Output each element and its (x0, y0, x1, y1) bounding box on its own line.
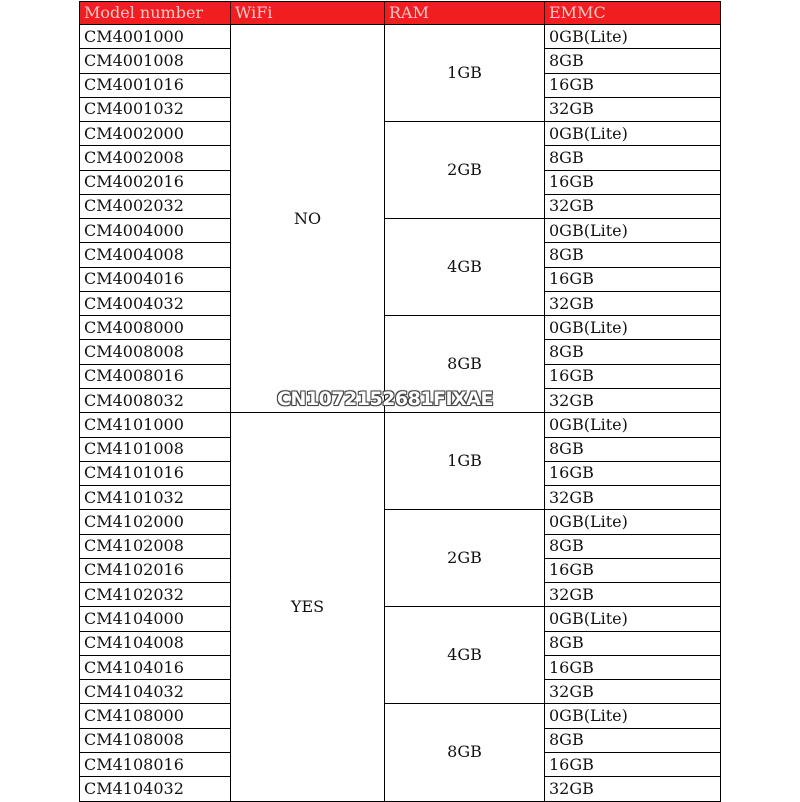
emmc-cell: 0GB(Lite) (545, 510, 721, 534)
table-row (80, 316, 721, 340)
ram-cell: 8GB (385, 704, 545, 801)
emmc-cell: 16GB (545, 170, 721, 194)
table-row (80, 510, 721, 534)
model-number-cell: CM4002016 (80, 170, 231, 194)
emmc-cell: 32GB (545, 583, 721, 607)
emmc-cell: 8GB (545, 49, 721, 73)
model-number-cell: CM4002000 (80, 122, 231, 146)
emmc-cell: 0GB(Lite) (545, 413, 721, 437)
model-number-cell: CM4104008 (80, 631, 231, 655)
emmc-cell: 0GB(Lite) (545, 316, 721, 340)
model-number-cell: CM4108000 (80, 704, 231, 728)
emmc-cell: 16GB (545, 655, 721, 679)
model-number-cell: CM4008008 (80, 340, 231, 364)
emmc-cell: 32GB (545, 486, 721, 510)
emmc-cell: 32GB (545, 291, 721, 315)
model-number-cell: CM4101000 (80, 413, 231, 437)
model-number-cell: CM4104000 (80, 607, 231, 631)
model-number-cell: CM4001032 (80, 97, 231, 121)
header-model-number: Model number (80, 2, 231, 25)
watermark-text: CN1072152681FIXAE (277, 388, 493, 410)
emmc-cell: 8GB (545, 728, 721, 752)
model-number-cell: CM4104016 (80, 655, 231, 679)
model-number-cell: CM4002032 (80, 194, 231, 218)
emmc-cell: 32GB (545, 388, 721, 412)
ram-cell: 8GB (385, 316, 545, 413)
emmc-cell: 16GB (545, 267, 721, 291)
model-number-cell: CM4008000 (80, 316, 231, 340)
spec-table (79, 1, 721, 802)
model-number-cell: CM4001008 (80, 49, 231, 73)
model-number-cell: CM4001016 (80, 73, 231, 97)
header-row (80, 2, 721, 25)
model-number-cell: CM4104032 (80, 680, 231, 704)
table-row (80, 413, 721, 437)
emmc-cell: 32GB (545, 97, 721, 121)
model-number-cell: CM4102008 (80, 534, 231, 558)
emmc-cell: 8GB (545, 534, 721, 558)
emmc-cell: 0GB(Lite) (545, 25, 721, 49)
model-number-cell: CM4108008 (80, 728, 231, 752)
header-ram: RAM (385, 2, 545, 25)
emmc-cell: 8GB (545, 631, 721, 655)
table-body (80, 25, 721, 802)
model-number-cell: CM4004008 (80, 243, 231, 267)
emmc-cell: 32GB (545, 194, 721, 218)
model-number-cell: CM4008016 (80, 364, 231, 388)
emmc-cell: 0GB(Lite) (545, 704, 721, 728)
emmc-cell: 0GB(Lite) (545, 219, 721, 243)
ram-cell: 4GB (385, 219, 545, 316)
table-row (80, 122, 721, 146)
table-row (80, 704, 721, 728)
emmc-cell: 16GB (545, 364, 721, 388)
ram-cell: 4GB (385, 607, 545, 704)
emmc-cell: 0GB(Lite) (545, 607, 721, 631)
emmc-cell: 0GB(Lite) (545, 122, 721, 146)
emmc-cell: 16GB (545, 752, 721, 776)
model-number-cell: CM4008032 (80, 388, 231, 412)
emmc-cell: 8GB (545, 340, 721, 364)
model-number-cell: CM4104032 (80, 777, 231, 801)
model-number-cell: CM4002008 (80, 146, 231, 170)
model-number-cell: CM4004016 (80, 267, 231, 291)
table-row (80, 607, 721, 631)
model-number-cell: CM4102016 (80, 558, 231, 582)
model-number-cell: CM4102000 (80, 510, 231, 534)
model-number-cell: CM4001000 (80, 25, 231, 49)
model-number-cell: CM4101016 (80, 461, 231, 485)
emmc-cell: 32GB (545, 777, 721, 801)
table-row (80, 219, 721, 243)
ram-cell: 1GB (385, 25, 545, 122)
ram-cell: 1GB (385, 413, 545, 510)
model-number-cell: CM4101008 (80, 437, 231, 461)
emmc-cell: 8GB (545, 243, 721, 267)
wifi-cell: NO (231, 25, 385, 413)
ram-cell: 2GB (385, 122, 545, 219)
header-emmc: EMMC (545, 2, 721, 25)
wifi-cell: YES (231, 413, 385, 801)
model-number-cell: CM4004000 (80, 219, 231, 243)
model-number-cell: CM4108016 (80, 752, 231, 776)
emmc-cell: 32GB (545, 680, 721, 704)
emmc-cell: 16GB (545, 461, 721, 485)
emmc-cell: 8GB (545, 437, 721, 461)
emmc-cell: 8GB (545, 146, 721, 170)
model-number-cell: CM4004032 (80, 291, 231, 315)
model-number-cell: CM4101032 (80, 486, 231, 510)
ram-cell: 2GB (385, 510, 545, 607)
emmc-cell: 16GB (545, 558, 721, 582)
model-number-cell: CM4102032 (80, 583, 231, 607)
header-wifi: WiFi (231, 2, 385, 25)
table-row (80, 25, 721, 49)
emmc-cell: 16GB (545, 73, 721, 97)
